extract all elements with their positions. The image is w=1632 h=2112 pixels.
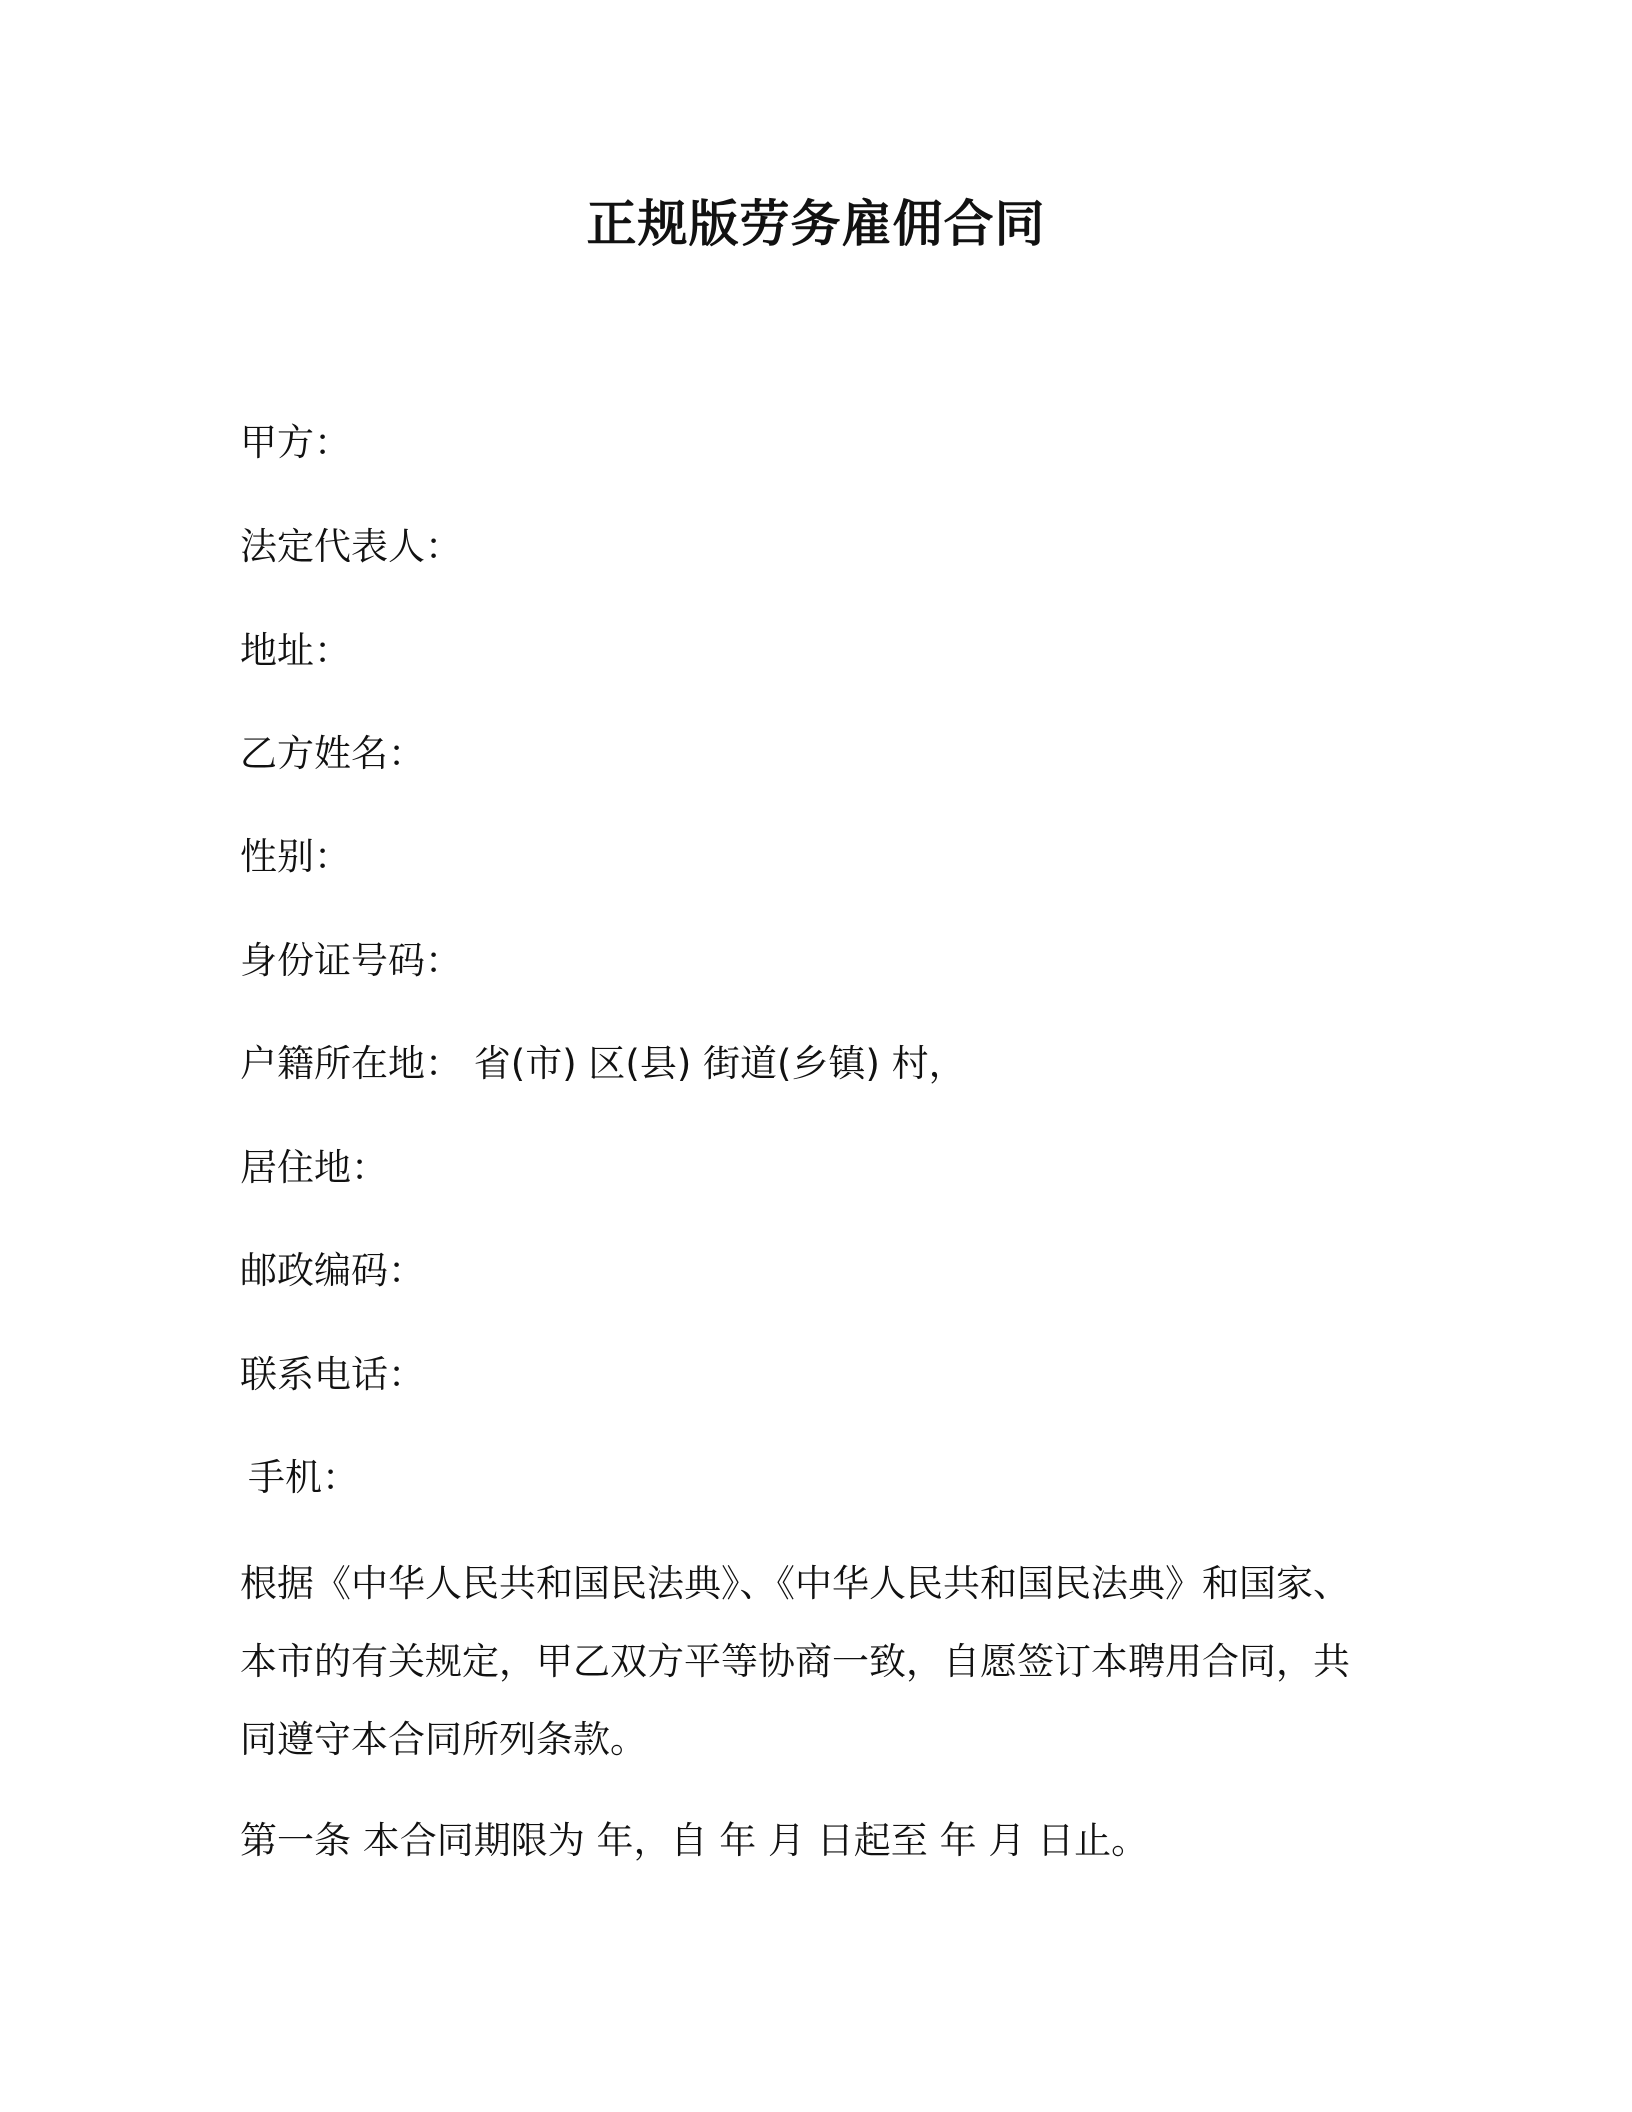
field-party-b-name: 乙方姓名：: [240, 732, 425, 775]
field-gender: 性别：: [240, 835, 351, 878]
preamble-line: 根据《中华人民共和国民法典》、《中华人民共和国民法典》和国家、: [240, 1562, 1350, 1605]
preamble-line: 同遵守本合同所列条款。: [240, 1718, 647, 1761]
document-title: 正规版劳务雇佣合同: [586, 195, 1046, 253]
article-1: 第一条 本合同期限为 年，自 年 月 日起至 年 月 日止。: [240, 1819, 1149, 1862]
field-party-a: 甲方：: [240, 421, 351, 464]
field-legal-representative: 法定代表人：: [240, 525, 462, 568]
field-mobile: 手机：: [248, 1456, 359, 1499]
preamble-line: 本市的有关规定，甲乙双方平等协商一致，自愿签订本聘用合同，共: [240, 1640, 1350, 1683]
field-postal-code: 邮政编码：: [240, 1249, 425, 1292]
field-id-number: 身份证号码：: [240, 939, 462, 982]
field-residence: 居住地：: [240, 1146, 388, 1189]
field-address: 地址：: [240, 629, 351, 672]
field-household-registration: 户籍所在地： 省(市) 区(县) 街道(乡镇) 村，: [240, 1042, 966, 1085]
field-phone: 联系电话：: [240, 1353, 425, 1396]
preamble-paragraph: [240, 1545, 1400, 1779]
